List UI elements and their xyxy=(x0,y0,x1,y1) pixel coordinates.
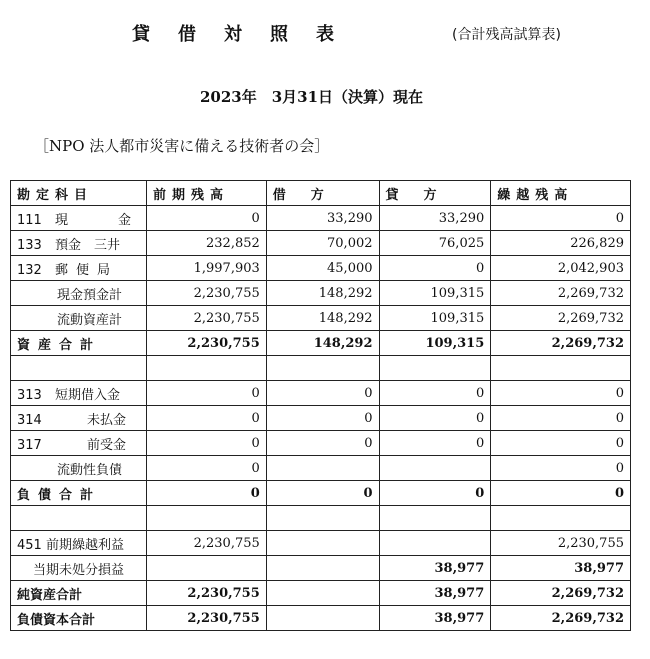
empty-cell xyxy=(11,356,147,381)
account-name: 現 金 xyxy=(55,212,140,228)
credit-cell: 76,025 xyxy=(379,231,491,256)
account-cell xyxy=(11,556,147,581)
account-cell xyxy=(11,581,147,606)
account-code: 313 xyxy=(17,387,42,403)
credit-cell: 109,315 xyxy=(379,281,491,306)
prev-balance-cell: 0 xyxy=(146,481,266,506)
account-name: 当期未処分損益 xyxy=(33,562,125,578)
empty-cell xyxy=(11,506,147,531)
account-name: 負債合計 xyxy=(17,487,102,503)
table-row xyxy=(11,581,631,606)
account-name: 純資産合計 xyxy=(17,587,83,603)
account-cell xyxy=(11,206,147,231)
debit-cell: 45,000 xyxy=(266,256,379,281)
prev-balance-cell: 0 xyxy=(146,381,266,406)
carry-balance-cell: 0 xyxy=(491,431,631,456)
prev-balance-cell: 0 xyxy=(146,431,266,456)
column-header-carry-balance: 繰越残高 xyxy=(491,181,631,206)
prev-balance-cell: 0 xyxy=(146,206,266,231)
prev-balance-cell: 2,230,755 xyxy=(146,331,266,356)
table-row xyxy=(11,281,631,306)
credit-cell: 0 xyxy=(379,406,491,431)
carry-balance-cell: 38,977 xyxy=(491,556,631,581)
carry-balance-cell: 0 xyxy=(491,406,631,431)
credit-cell: 0 xyxy=(379,431,491,456)
carry-balance-cell: 0 xyxy=(491,481,631,506)
empty-cell xyxy=(491,356,631,381)
prev-balance-cell: 232,852 xyxy=(146,231,266,256)
table-row xyxy=(11,431,631,456)
debit-cell: 33,290 xyxy=(266,206,379,231)
report-date: 2023年 3月31日（決算）現在 xyxy=(200,88,424,106)
carry-balance-cell: 2,269,732 xyxy=(491,306,631,331)
credit-cell: 33,290 xyxy=(379,206,491,231)
debit-cell: 148,292 xyxy=(266,306,379,331)
account-cell xyxy=(11,256,147,281)
carry-balance-cell: 226,829 xyxy=(491,231,631,256)
empty-cell xyxy=(266,356,379,381)
credit-cell: 0 xyxy=(379,481,491,506)
debit-cell: 148,292 xyxy=(266,331,379,356)
account-cell xyxy=(11,606,147,631)
carry-balance-cell: 2,269,732 xyxy=(491,606,631,631)
account-cell xyxy=(11,531,147,556)
table-row xyxy=(11,231,631,256)
empty-cell xyxy=(146,506,266,531)
carry-balance-cell: 2,042,903 xyxy=(491,256,631,281)
prev-balance-cell: 2,230,755 xyxy=(146,581,266,606)
account-name: 資産合計 xyxy=(17,337,102,353)
empty-cell xyxy=(379,356,491,381)
prev-balance-cell: 2,230,755 xyxy=(146,531,266,556)
debit-cell xyxy=(266,456,379,481)
account-cell xyxy=(11,231,147,256)
carry-balance-cell: 0 xyxy=(491,206,631,231)
carry-balance-cell: 2,230,755 xyxy=(491,531,631,556)
table-header-row xyxy=(11,181,631,206)
column-header-prev-balance: 前期残高 xyxy=(146,181,266,206)
account-cell xyxy=(11,431,147,456)
credit-cell: 38,977 xyxy=(379,606,491,631)
credit-cell: 0 xyxy=(379,256,491,281)
table-row xyxy=(11,206,631,231)
account-cell xyxy=(11,456,147,481)
table-row xyxy=(11,556,631,581)
debit-cell: 148,292 xyxy=(266,281,379,306)
debit-cell: 0 xyxy=(266,481,379,506)
account-name: 流動性負債 xyxy=(57,462,123,478)
table-row xyxy=(11,506,631,531)
account-cell xyxy=(11,381,147,406)
carry-balance-cell: 2,269,732 xyxy=(491,331,631,356)
table-row xyxy=(11,606,631,631)
debit-cell: 0 xyxy=(266,406,379,431)
prev-balance-cell xyxy=(146,556,266,581)
carry-balance-cell: 2,269,732 xyxy=(491,581,631,606)
table-row xyxy=(11,256,631,281)
prev-balance-cell: 2,230,755 xyxy=(146,306,266,331)
account-code: 317 xyxy=(17,437,42,453)
account-name: 郵便局 xyxy=(55,262,119,278)
account-code: 111 xyxy=(17,212,42,228)
account-name: 預金 三井 xyxy=(55,237,121,253)
table-row xyxy=(11,331,631,356)
account-name: 未払金 xyxy=(87,412,127,428)
table-row xyxy=(11,481,631,506)
account-name: 短期借入金 xyxy=(55,387,121,403)
table-row xyxy=(11,456,631,481)
balance-sheet-table xyxy=(10,180,631,631)
table-row xyxy=(11,406,631,431)
carry-balance-cell: 2,269,732 xyxy=(491,281,631,306)
empty-cell xyxy=(146,356,266,381)
credit-cell: 109,315 xyxy=(379,331,491,356)
table-row xyxy=(11,356,631,381)
account-name: 現金預金計 xyxy=(57,287,123,303)
debit-cell xyxy=(266,556,379,581)
table-row xyxy=(11,306,631,331)
account-cell xyxy=(11,481,147,506)
prev-balance-cell: 2,230,755 xyxy=(146,606,266,631)
document-title: 貸借対照表 xyxy=(132,24,362,45)
credit-cell: 0 xyxy=(379,381,491,406)
debit-cell: 0 xyxy=(266,431,379,456)
empty-cell xyxy=(491,506,631,531)
account-cell xyxy=(11,406,147,431)
prev-balance-cell: 0 xyxy=(146,406,266,431)
prev-balance-cell: 1,997,903 xyxy=(146,256,266,281)
account-code: 314 xyxy=(17,412,42,428)
carry-balance-cell: 0 xyxy=(491,381,631,406)
account-cell xyxy=(11,281,147,306)
account-name: 前期繰越利益 xyxy=(45,537,124,553)
column-header-credit: 貸 方 xyxy=(379,181,491,206)
account-cell xyxy=(11,306,147,331)
credit-cell: 38,977 xyxy=(379,581,491,606)
credit-cell: 109,315 xyxy=(379,306,491,331)
column-header-debit: 借 方 xyxy=(266,181,379,206)
empty-cell xyxy=(266,506,379,531)
credit-cell: 38,977 xyxy=(379,556,491,581)
column-header-account: 勘定科目 xyxy=(11,181,147,206)
account-cell xyxy=(11,331,147,356)
debit-cell: 70,002 xyxy=(266,231,379,256)
carry-balance-cell: 0 xyxy=(491,456,631,481)
account-code: 133 xyxy=(17,237,42,253)
document-subtitle: (合計残高試算表) xyxy=(452,27,561,43)
account-name: 負債資本合計 xyxy=(17,612,96,628)
debit-cell xyxy=(266,531,379,556)
credit-cell xyxy=(379,456,491,481)
debit-cell xyxy=(266,606,379,631)
debit-cell: 0 xyxy=(266,381,379,406)
prev-balance-cell: 0 xyxy=(146,456,266,481)
table-row xyxy=(11,531,631,556)
prev-balance-cell: 2,230,755 xyxy=(146,281,266,306)
account-code: 451 xyxy=(17,537,42,553)
account-name: 流動資産計 xyxy=(57,312,123,328)
table-row xyxy=(11,381,631,406)
credit-cell xyxy=(379,531,491,556)
organization-name: ［NPO 法人都市災害に備える技術者の会］ xyxy=(34,137,330,155)
account-code: 132 xyxy=(17,262,42,278)
debit-cell xyxy=(266,581,379,606)
account-name: 前受金 xyxy=(87,437,127,453)
empty-cell xyxy=(379,506,491,531)
